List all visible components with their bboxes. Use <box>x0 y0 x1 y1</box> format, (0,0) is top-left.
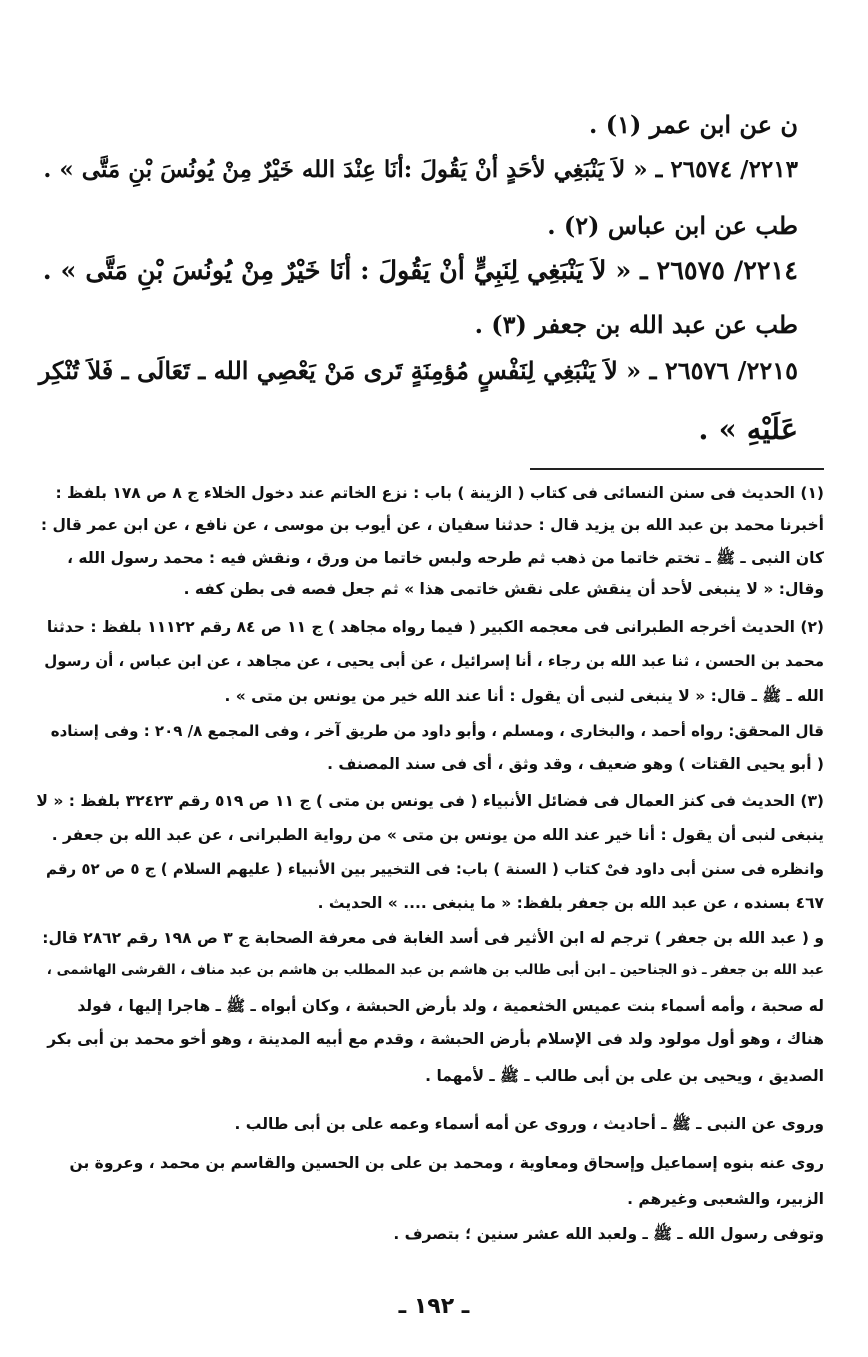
source-line-ibn-umar: ن عن ابن عمر (١) . <box>588 110 798 139</box>
footnote-2-line: (٢) الحديث أخرجه الطبرانى فى معجمه الكبير ( فيما رواه مجاهد ) ج ١١ ص ٨٤ رقم ١١١٢٢ بلفظ : حدثنا <box>46 618 824 636</box>
source-line-abdullah-bin-jafar: طب عن عبد الله بن جعفر (٣) . <box>474 310 798 339</box>
footnote-2-line: قال المحقق: رواه أحمد ، والبخارى ، ومسلم ، وأبو داود من طريق آخر ، وفى المجمع ٨/ ٢٠٩ : وفى إسناده <box>50 722 824 740</box>
footnote-3-line: ٤٦٧ بسنده ، عن عبد الله بن جعفر بلفظ: « ما ينبغى .... » الحديث . <box>317 894 824 912</box>
footnote-1-line: وقال: « لا ينبغى لأحد أن ينقش على نقش خاتمى هذا » ثم جعل فصه فى بطن كفه . <box>183 580 824 598</box>
hadith-2215-continuation: عَلَيْهِ » . <box>698 412 798 446</box>
footnote-2-line: محمد بن الحسن ، ثنا عبد الله بن رجاء ، أنا إسرائيل ، عن أبى يحيى ، عن مجاهد ، عن ابن عباس ، أن رسول <box>44 652 824 670</box>
footnote-3-line: ينبغى لنبى أن يقول : أنا خير عند الله من يونس بن متى » من رواية الطبرانى ، عن عبد الله بن جعفر . <box>51 826 824 844</box>
footnote-separator <box>530 468 824 470</box>
footnote-3-line: وروى عن النبى ـ ﷺ ـ أحاديث ، وروى عن أمه أسماء وعمه على بن أبى طالب . <box>234 1115 824 1133</box>
footnote-1-line: أخبرنا محمد بن عبد الله بن يزيد قال : حدثنا سفيان ، عن أيوب بن موسى ، عن نافع ، عن ابن عمر قال : <box>40 516 824 534</box>
hadith-2213: ٢٢١٣/ ٢٦٥٧٤ ـ « لاَ يَنْبَغِي لأحَدٍ أنْ يَقُولَ :أنَا عِنْدَ الله خَيْرٌ مِنْ يُونُسَ بْنِ مَتَّى » . <box>43 156 798 183</box>
footnote-3-line: عبد الله بن جعفر ـ ذو الجناحين ـ ابن أبى طالب بن هاشم بن عبد المطلب بن هاشم بن عبد مناف ، القرشى الهاشمى ، <box>46 962 824 978</box>
footnote-2-line: الله ـ ﷺ ـ قال: « لا ينبغى لنبى أن يقول : أنا عند الله خير من يونس بن متى » . <box>224 687 824 705</box>
hadith-2215: ٢٢١٥/ ٢٦٥٧٦ ـ « لاَ يَنْبَغِي لِنَفْسٍ مُؤمِنَةٍ تَرى مَنْ يَعْصِي الله ـ تَعَالَى ـ فَلاَ تُنْكِر <box>38 356 798 385</box>
footnote-3-line: له صحبة ، وأمه أسماء بنت عميس الخثعمية ، ولد بأرض الحبشة ، وكان أبواه ـ ﷺ ـ هاجرا إليها ، فولد <box>77 997 824 1015</box>
footnote-1-line: كان النبى ـ ﷺ ـ تختم خاتما من ذهب ثم طرحه ولبس خاتما من ورق ، ونقش فيه : محمد رسول الله ، <box>67 549 824 567</box>
footnote-3-line: هناك ، وهو أول مولود ولد فى الإسلام بأرض الحبشة ، وقدم مع أبيه المدينة ، وهو أخو محمد بن أبى بكر <box>47 1030 824 1048</box>
footnote-3-line: وانظره فى سنن أبى داود فىْ كتاب ( السنة ) باب: فى التخيير بين الأنبياء ( عليهم السلام ) ج ٥ ص ٥٢ رقم <box>45 860 824 878</box>
footnote-1-line: (١) الحديث فى سنن النسائى فى كتاب ( الزينة ) باب : نزع الخاتم عند دخول الخلاء ج ٨ ص ١٧٨ بلفظ : <box>55 484 824 502</box>
footnote-3-line: الزبير، والشعبى وغيرهم . <box>627 1190 824 1208</box>
hadith-2214: ٢٢١٤/ ٢٦٥٧٥ ـ « لاَ يَنْبَغِي لِنَبِيٍّ أنْ يَقُولَ : أنَا خَيْرٌ مِنْ يُونُسَ بْنِ مَتَّى » . <box>42 256 798 286</box>
page-number: ـ ١٩٢ ـ <box>398 1294 470 1319</box>
footnote-3-line: الصديق ، ويحيى بن على بن أبى طالب ـ ﷺ ـ لأمهما . <box>425 1067 824 1085</box>
footnote-3-line: و ( عبد الله بن جعفر ) ترجم له ابن الأثير فى أسد الغابة فى معرفة الصحابة ج ٣ ص ١٩٨ رقم ٢٨٦٢ قال: <box>42 929 824 947</box>
footnote-3-line: وتوفى رسول الله ـ ﷺ ـ ولعبد الله عشر سنين ؛ بتصرف . <box>393 1225 824 1243</box>
footnote-3-line: (٣) الحديث فى كنز العمال فى فضائل الأنبياء ( فى يونس بن متى ) ج ١١ ص ٥١٩ رقم ٣٢٤٢٣ بلفظ : « لا <box>36 792 824 810</box>
footnote-2-line: ( أبو يحيى القتات ) وهو ضعيف ، وقد وثق ، أى فى سند المصنف . <box>327 755 824 773</box>
footnote-3-line: روى عنه بنوه إسماعيل وإسحاق ومعاوية ، ومحمد بن على بن الحسين والقاسم بن محمد ، وعروة بن <box>69 1154 824 1172</box>
source-line-ibn-abbas: طب عن ابن عباس (٢) . <box>547 211 798 240</box>
